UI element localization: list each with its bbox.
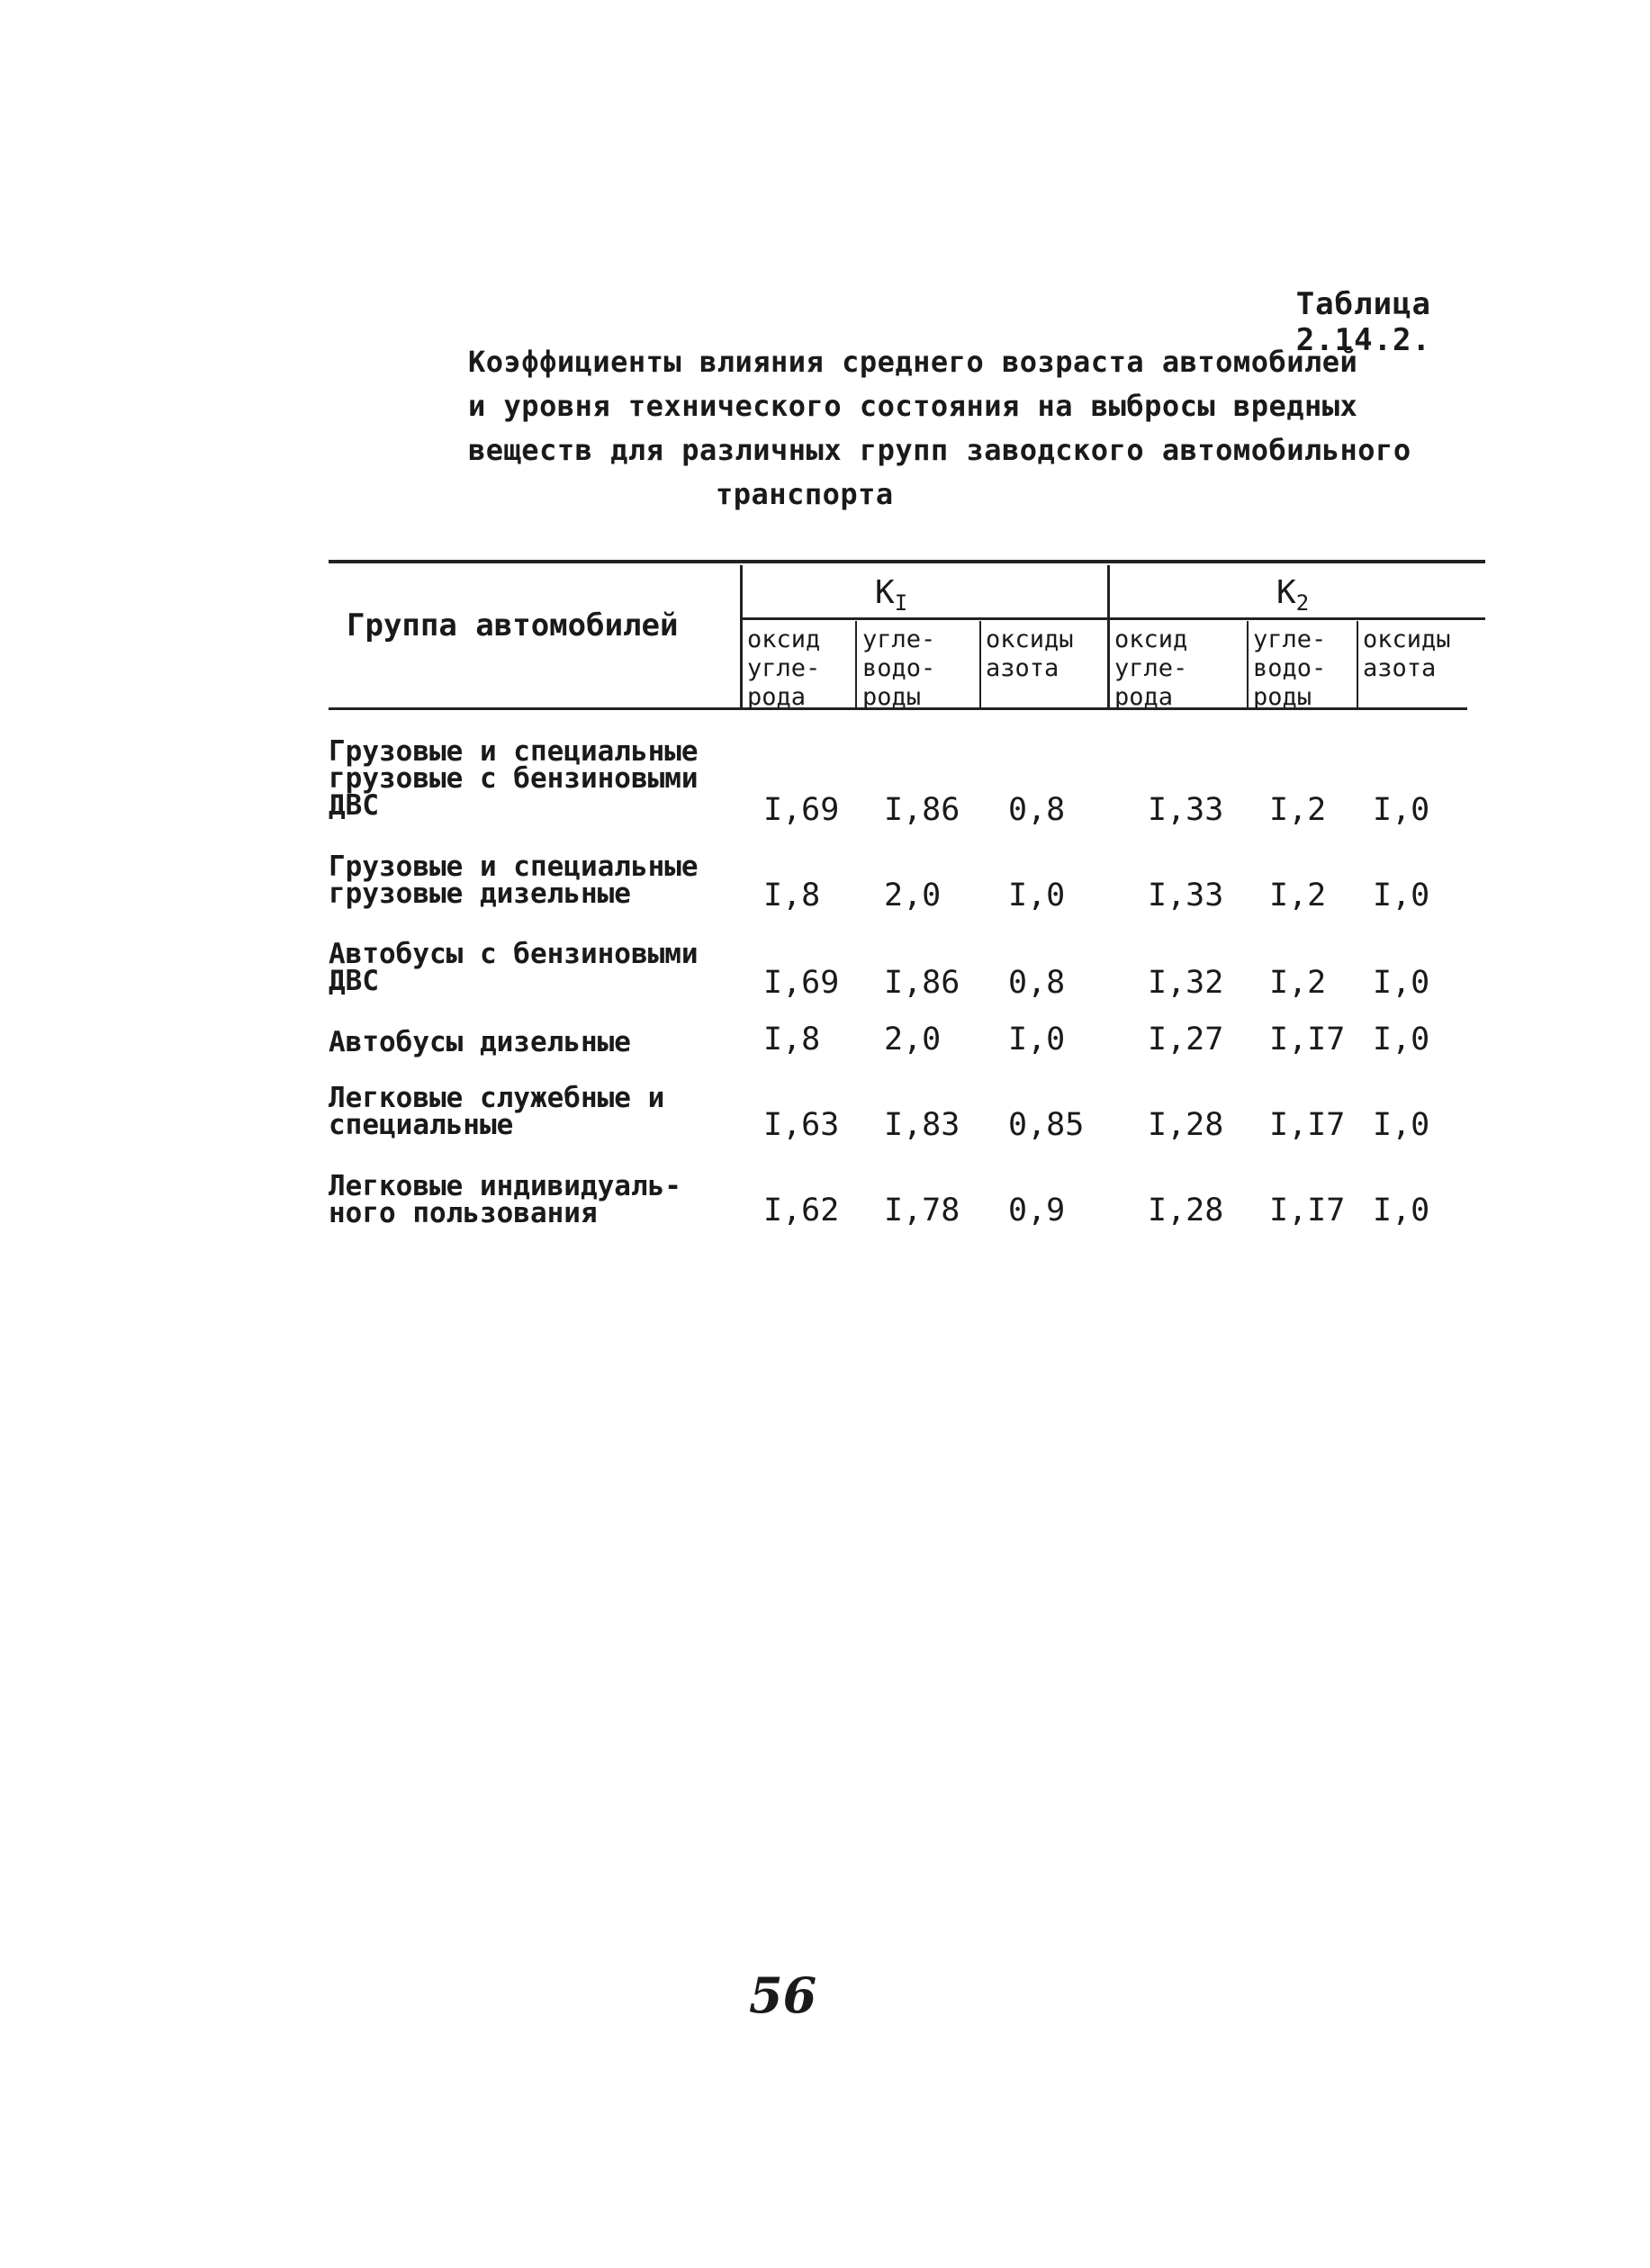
table-cell: I,2 [1269, 878, 1327, 914]
table-cell: I,2 [1269, 792, 1327, 828]
row-label: Легковые индивидуаль- ного пользования [329, 1170, 681, 1229]
table-cell: I,32 [1148, 965, 1224, 1001]
row-label: Автобусы с бензиновыми ДВС [329, 938, 699, 997]
subheader-divider [1247, 621, 1249, 707]
table-cell: I,69 [763, 965, 840, 1001]
row-label: Легковые служебные и специальные [329, 1082, 665, 1141]
table-cell: I,33 [1148, 792, 1224, 828]
table-cell: I,78 [884, 1192, 960, 1228]
table-cell: I,0 [1373, 1107, 1430, 1143]
table-cell: 0,8 [1008, 792, 1066, 828]
subheader-k2-co: оксид угле- рода [1114, 626, 1188, 711]
table-cell: 0,9 [1008, 1192, 1066, 1228]
table-cell: I,0 [1008, 1022, 1066, 1058]
table-cell: I,83 [884, 1107, 960, 1143]
table-cell: I,0 [1373, 965, 1430, 1001]
row-label: Грузовые и специальные грузовые с бензиновыми ДВС [329, 735, 699, 822]
page-number: 56 [749, 1966, 817, 2024]
table-cell: I,I7 [1269, 1192, 1346, 1228]
table-cell: 0,8 [1008, 965, 1066, 1001]
subheader-divider [1357, 621, 1358, 707]
table-cell: I,86 [884, 965, 960, 1001]
subheader-divider [979, 621, 981, 707]
table-cell: I,8 [763, 1022, 821, 1058]
k1-header [875, 574, 907, 616]
subheader-k1-nox: оксиды азота [986, 626, 1074, 682]
table-top-rule [329, 560, 1485, 563]
table-cell: I,I7 [1269, 1107, 1346, 1143]
subheader-divider [855, 621, 857, 707]
k1-subscript: I [894, 590, 908, 616]
table-cell: I,27 [1148, 1022, 1224, 1058]
k-divider [1107, 565, 1110, 707]
table-number: Таблица 2.14.2. [1295, 286, 1431, 358]
table-cell: I,0 [1373, 1192, 1430, 1228]
table-caption [468, 340, 1422, 517]
table-cell: I,2 [1269, 965, 1327, 1001]
table-cell: 2,0 [884, 1022, 942, 1058]
table-cell: I,28 [1148, 1192, 1224, 1228]
caption-line: веществ для различных групп заводского автомобильного [468, 433, 1411, 467]
table-cell: I,0 [1373, 792, 1430, 828]
table-cell: I,62 [763, 1192, 840, 1228]
subheader-k1-ch: угле- водо- роды [862, 626, 936, 711]
table-cell: I,63 [763, 1107, 840, 1143]
k-header-rule [740, 617, 1485, 620]
k2-label: K [1276, 574, 1296, 611]
table-cell: I,0 [1008, 878, 1066, 914]
table-cell: I,0 [1373, 1022, 1430, 1058]
table-cell: I,8 [763, 878, 821, 914]
k1-label: K [875, 574, 895, 611]
subheader-k1-co: оксид угле- рода [747, 626, 821, 711]
caption-line: Коэффициенты влияния среднего возраста автомобилей [468, 345, 1358, 379]
table-cell: I,86 [884, 792, 960, 828]
subheader-k2-nox: оксиды азота [1363, 626, 1451, 682]
header-divider [740, 565, 743, 707]
group-column-header: Группа автомобилей [347, 608, 679, 644]
k2-subscript: 2 [1295, 590, 1310, 616]
table-cell: I,69 [763, 792, 840, 828]
row-label: Грузовые и специальные грузовые дизельные [329, 850, 699, 910]
table-cell: I,33 [1148, 878, 1224, 914]
caption-line: транспорта [716, 477, 894, 511]
k2-header [1276, 574, 1309, 616]
table-cell: I,28 [1148, 1107, 1224, 1143]
table-cell: I,0 [1373, 878, 1430, 914]
table-cell: 2,0 [884, 878, 942, 914]
caption-line: и уровня технического состояния на выбросы вредных [468, 389, 1358, 423]
table-cell: I,I7 [1269, 1022, 1346, 1058]
table-cell: 0,85 [1008, 1107, 1085, 1143]
subheader-k2-ch: угле- водо- роды [1253, 626, 1327, 711]
row-label: Автобусы дизельные [329, 1026, 631, 1058]
